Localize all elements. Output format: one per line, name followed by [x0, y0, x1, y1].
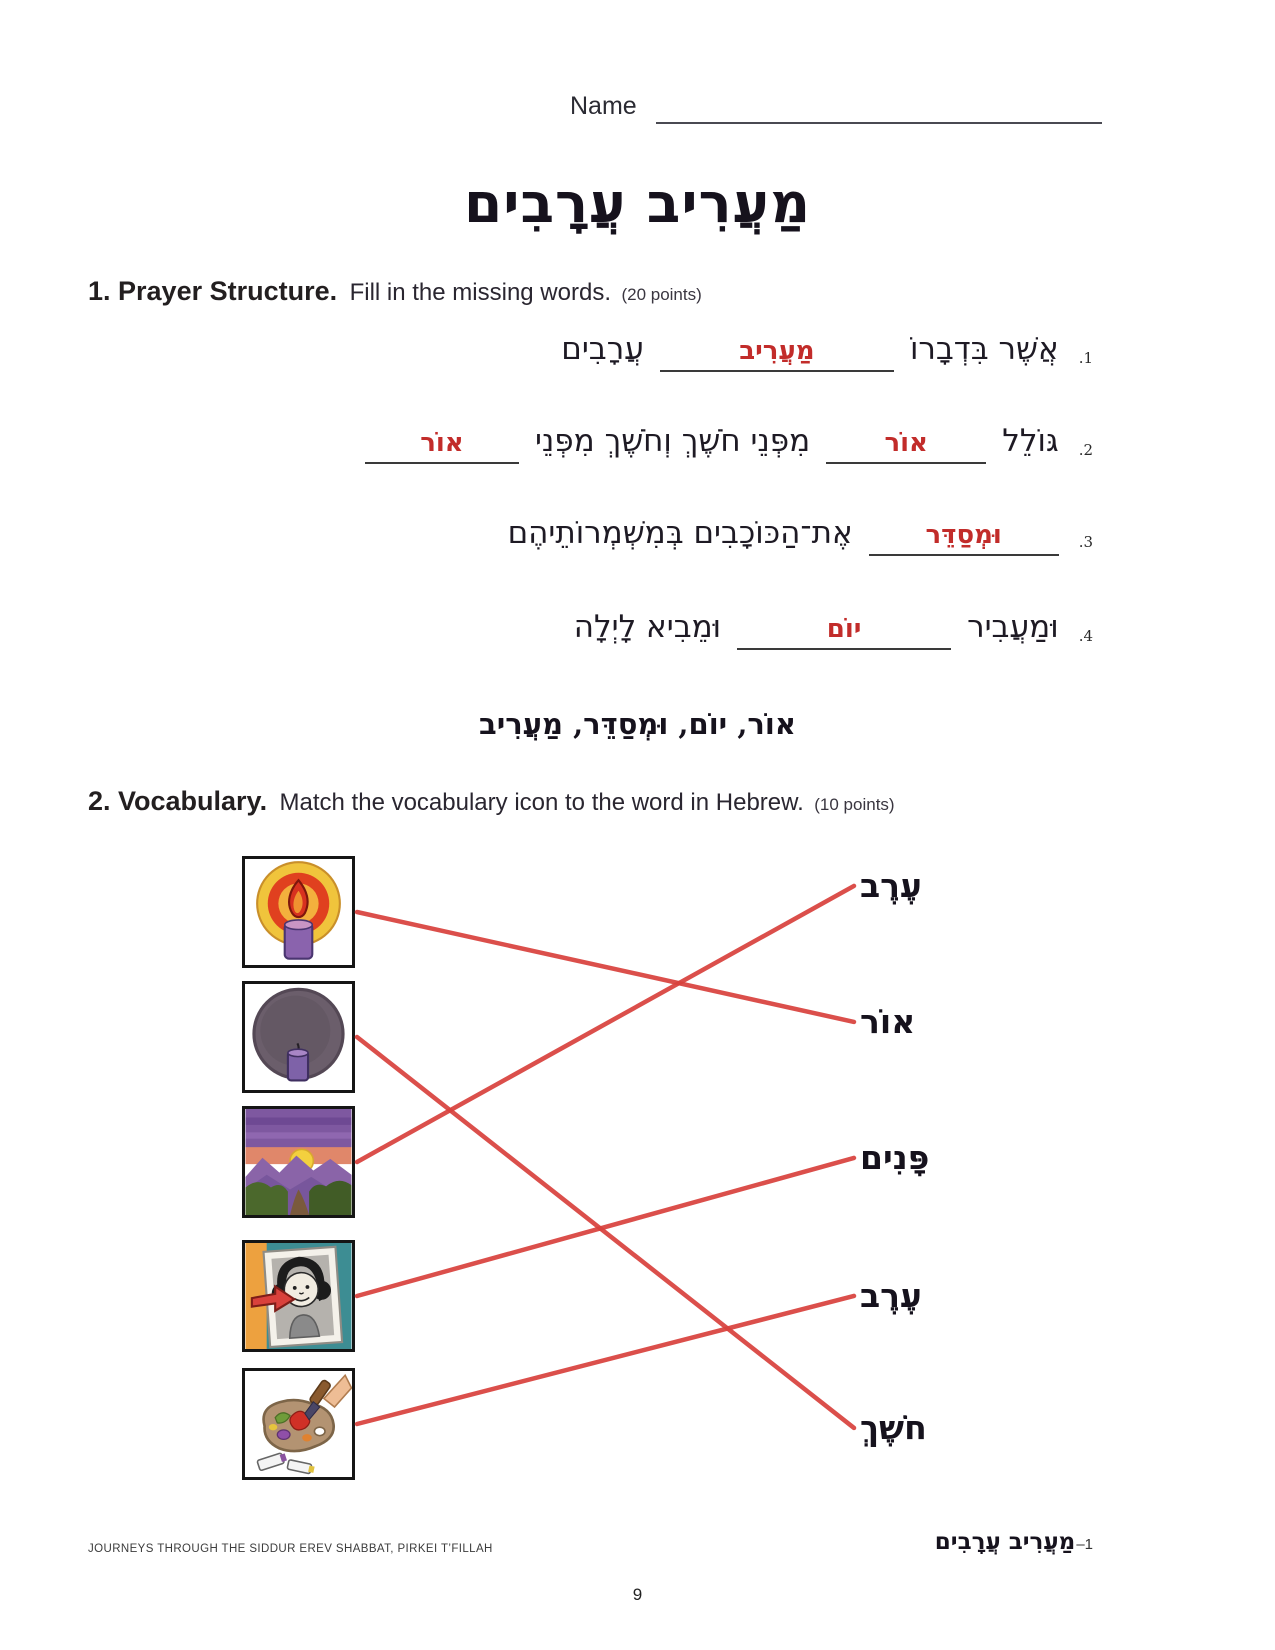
- answer-blank[interactable]: [737, 609, 951, 650]
- answer-blank[interactable]: [869, 515, 1059, 556]
- prayer-line-4: [574, 600, 1093, 654]
- hebrew-text: עֲרָבִים: [561, 331, 644, 367]
- footer-unit-number: –1: [1076, 1536, 1093, 1553]
- hebrew-text: וּמֵבִיא לָיְלָה: [573, 609, 722, 645]
- word-bank: אוֹר, יוֹם, וּמְסַדֵּר, מַעֲרִיב: [479, 707, 796, 741]
- handwritten-answer: יוֹם: [826, 614, 862, 644]
- paint-palette-icon: [245, 1371, 352, 1477]
- section1-title: 1. Prayer Structure.: [88, 276, 338, 306]
- vocab-icon-sunset[interactable]: [242, 1106, 355, 1218]
- vocab-word-choshech[interactable]: חֹשֶׁךְ: [860, 1408, 927, 1447]
- hebrew-text: גּוֹלֵל: [1002, 423, 1059, 459]
- section1-heading: [88, 276, 702, 307]
- candle-light-icon: [245, 859, 352, 965]
- section1-points: (20 points): [621, 285, 702, 304]
- vocab-word-or[interactable]: אוֹר: [860, 1002, 916, 1041]
- hebrew-text: אֲשֶׁר בִּדְבָרוֹ: [909, 331, 1059, 367]
- name-label: Name: [570, 92, 637, 120]
- handwritten-answer: אוֹר: [884, 428, 928, 458]
- page-title: מַעֲרִיב עֲרָבִים: [463, 170, 812, 235]
- vocab-icon-face[interactable]: [242, 1240, 355, 1352]
- handwritten-answer: וּמְסַדֵּר: [925, 520, 1002, 550]
- sunset-icon: [245, 1109, 352, 1215]
- line-number: .2: [1078, 441, 1093, 459]
- page-number: 9: [632, 1585, 643, 1604]
- hebrew-text: וּמַעֲבִיר: [967, 609, 1059, 645]
- vocab-word-erev-1[interactable]: עֶרֶב: [860, 866, 922, 905]
- prayer-line-1: [561, 322, 1093, 376]
- section2-points: (10 points): [814, 795, 895, 814]
- vocab-icon-candle-light[interactable]: [242, 856, 355, 968]
- vocab-word-erev-2[interactable]: עֶרֶב: [860, 1276, 922, 1315]
- face-icon: [245, 1243, 352, 1349]
- answer-blank[interactable]: [660, 331, 894, 372]
- prayer-line-3: [508, 506, 1093, 560]
- section2-title: 2. Vocabulary.: [88, 786, 268, 816]
- vocab-icon-paint-palette[interactable]: [242, 1368, 355, 1480]
- handwritten-answer: מַעֲרִיב: [739, 336, 815, 366]
- name-input-line[interactable]: [656, 70, 1102, 124]
- answer-blank[interactable]: [826, 423, 986, 464]
- hebrew-text: אֶת־הַכּוֹכָבִים בְּמִשְׁמְרוֹתֵיהֶם: [507, 515, 853, 551]
- vocab-icon-darkness[interactable]: [242, 981, 355, 1093]
- footer-hebrew: מַעֲרִיב עֲרָבִים: [934, 1528, 1076, 1555]
- handwritten-answer: אוֹר: [420, 428, 464, 458]
- vocab-word-panim[interactable]: פָּנִים: [860, 1138, 930, 1177]
- footer-book-title: JOURNEYS THROUGH THE SIDDUR EREV SHABBAT, PIRKEI T’FILLAH: [88, 1543, 493, 1555]
- darkness-icon: [245, 984, 352, 1090]
- section1-instructions: Fill in the missing words.: [349, 279, 611, 306]
- footer-unit-title: [935, 1528, 1093, 1555]
- line-number: .1: [1078, 349, 1093, 367]
- section2-instructions: Match the vocabulary icon to the word in Hebrew.: [279, 789, 804, 816]
- hebrew-text: מִפְּנֵי חֹשֶׁךְ וְחֹשֶׁךְ מִפְּנֵי: [534, 423, 811, 459]
- line-number: .3: [1078, 533, 1093, 551]
- line-number: .4: [1078, 627, 1093, 645]
- answer-blank[interactable]: [365, 423, 519, 464]
- section2-heading: [88, 786, 895, 817]
- prayer-line-2: [365, 414, 1093, 468]
